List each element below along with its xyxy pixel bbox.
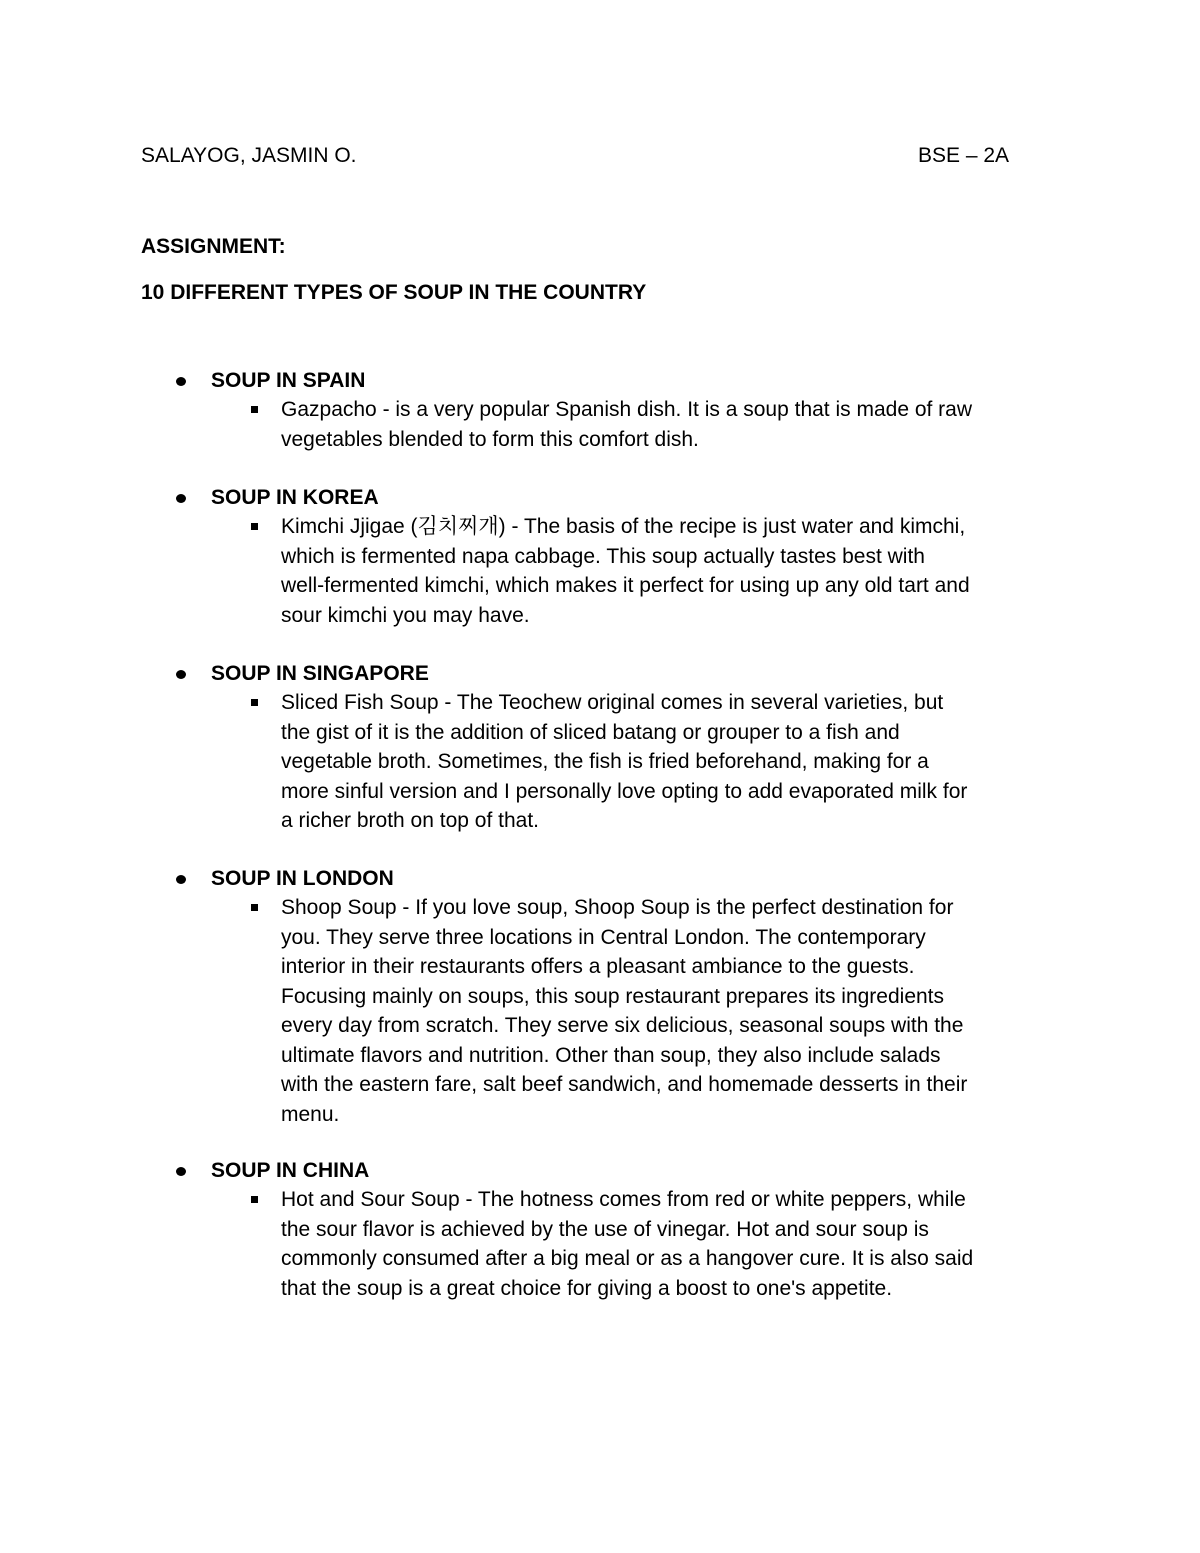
- section-heading: SOUP IN SINGAPORE: [211, 662, 429, 685]
- student-name: SALAYOG, JASMIN O.: [141, 144, 357, 167]
- entry-text: Gazpacho - is a very popular Spanish dish. It is a soup that is made of raw vegetables blended to form this comfort dish.: [281, 398, 973, 451]
- assignment-title: 10 DIFFERENT TYPES OF SOUP IN THE COUNTRY: [141, 281, 647, 304]
- square-bullet-icon: [251, 406, 258, 413]
- round-bullet-icon: [176, 670, 186, 679]
- round-bullet-icon: [176, 1167, 186, 1176]
- entry-text: Shoop Soup - If you love soup, Shoop Soup is the perfect destination for you. They serve three locations in Central London. The contemporary interior in their restaurants offers a pleasant ambiance to the guests. Focusing mainly on soups, this soup restaurant prepares its ingredients every day from scratch. They serve six delicious, seasonal soups with the ultimate flavors and nutrition. Other than soup, they also include salads with the eastern fare, salt beef sandwich, and homemade desserts in their menu.: [281, 896, 968, 1126]
- section-heading: SOUP IN CHINA: [211, 1159, 370, 1182]
- round-bullet-icon: [176, 494, 186, 503]
- entry-text: Sliced Fish Soup - The Teochew original comes in several varieties, but the gist of it is the addition of sliced batang or grouper to a fish and vegetable broth. Sometimes, the fish is fried beforehand, making for a more sinful version and I personally love opting to add evaporated milk for a richer broth on top of that.: [281, 691, 968, 832]
- square-bullet-icon: [251, 523, 258, 530]
- section-heading: SOUP IN SPAIN: [211, 369, 366, 392]
- round-bullet-icon: [176, 875, 186, 884]
- square-bullet-icon: [251, 1196, 258, 1203]
- section-heading: SOUP IN LONDON: [211, 867, 394, 890]
- square-bullet-icon: [251, 699, 258, 706]
- section-heading: SOUP IN KOREA: [211, 486, 379, 509]
- square-bullet-icon: [251, 904, 258, 911]
- entry-text: Hot and Sour Soup - The hotness comes from red or white peppers, while the sour flavor is achieved by the use of vinegar. Hot and sour soup is commonly consumed after a big meal or as a hangover cure. It is also said that the soup is a great choice for giving a boost to one's appetite.: [281, 1188, 974, 1300]
- round-bullet-icon: [176, 377, 186, 386]
- entry-text: Kimchi Jjigae (김치찌개) - The basis of the recipe is just water and kimchi, which is fermented napa cabbage. This soup actually tastes best with well-fermented kimchi, which makes it perfect for using up any old tart and sour kimchi you may have.: [281, 515, 970, 627]
- student-class: BSE – 2A: [918, 144, 1010, 167]
- assignment-label: ASSIGNMENT:: [141, 235, 286, 258]
- header-row: [141, 142, 1011, 170]
